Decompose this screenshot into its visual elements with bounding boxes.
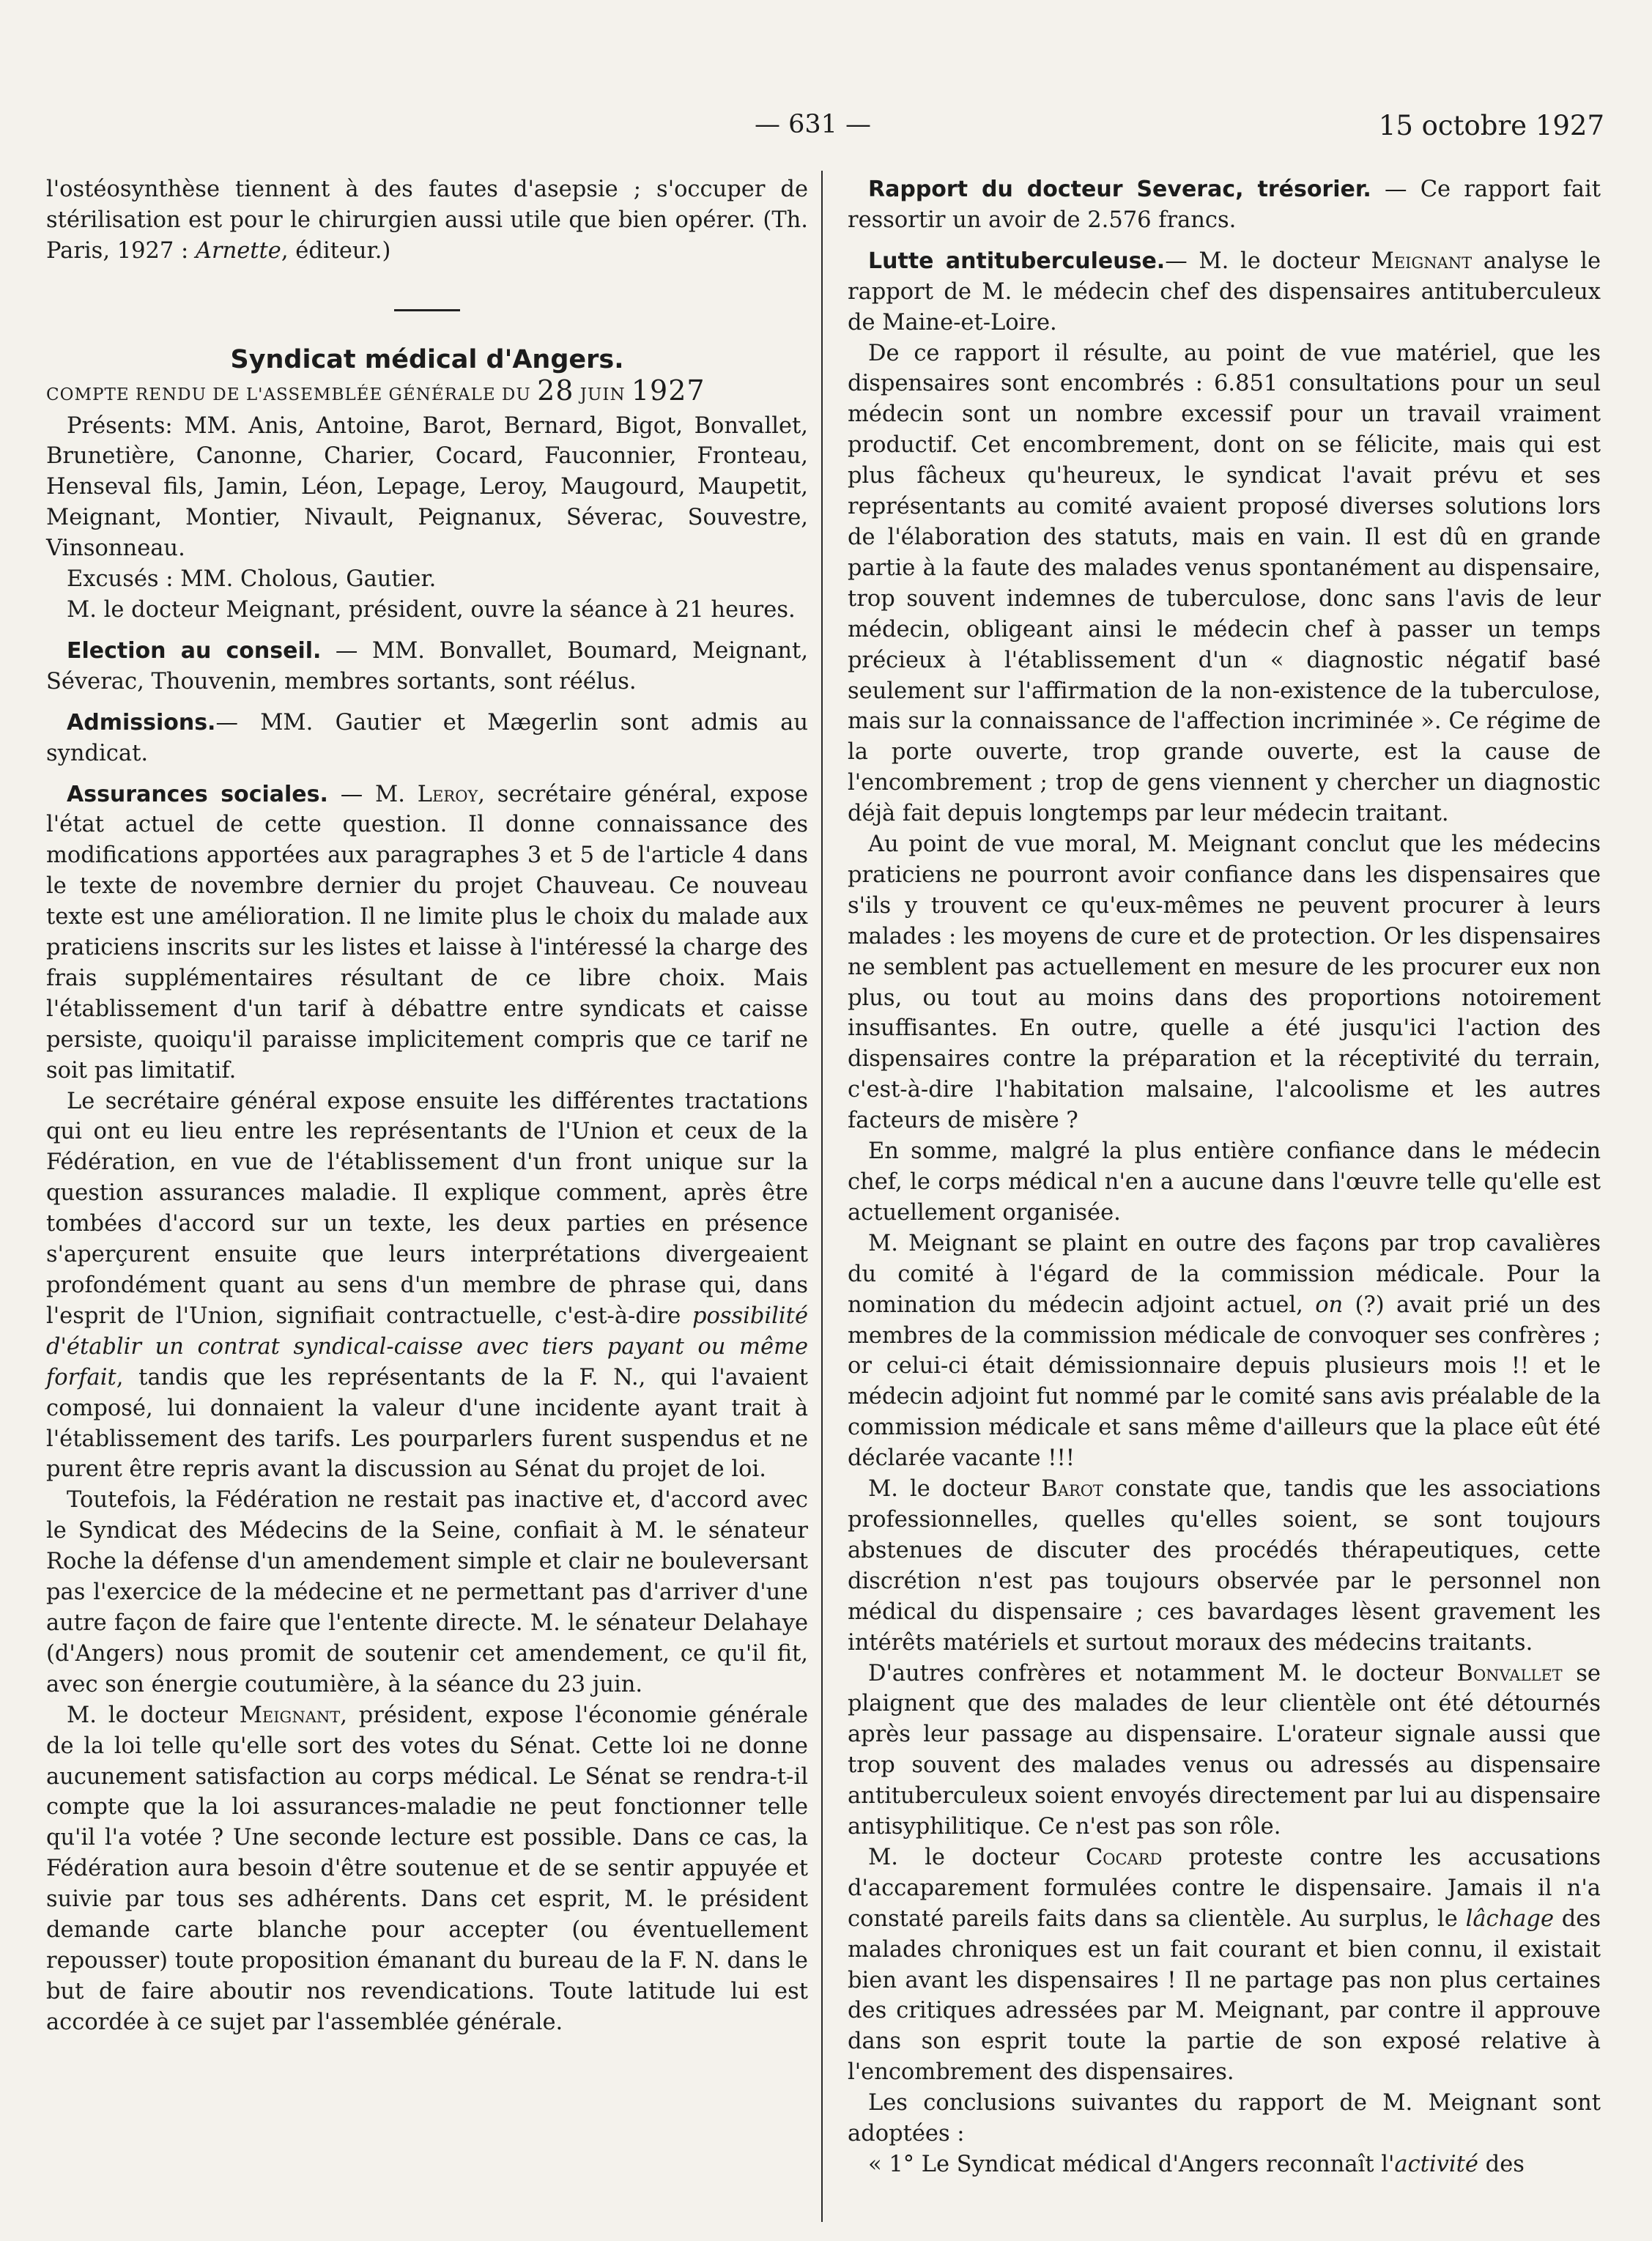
plaint-paragraph bbox=[848, 1229, 1601, 1474]
cocard-paragraph bbox=[848, 1842, 1601, 2088]
barot-text: constate que, tandis que les associations professionnelles, quelles qu'elles soient, se sont toujours abstenues de discuter des procédés thérapeutiques, cette discrétion n'est pas toujours observée par le personnel non médical du dispensaire ; ces bavardages lèsent gravement les intérêts matériels et surtout moraux des médecins traitants. bbox=[848, 1476, 1601, 1656]
plaint-italic: on bbox=[1315, 1292, 1344, 1318]
subtitle-month: JUIN bbox=[574, 385, 631, 404]
right-column bbox=[848, 174, 1601, 2180]
presents-paragraph: Présents: MM. Anis, Antoine, Barot, Bernard, Bigot, Bonvallet, Brunetière, Canonne, Charier, Cocard, Fauconnier, Fronteau, Henseval fils, Jamin, Léon, Lepage, Leroy, Maugourd, Maupetit, Meignant, Montier, Nivault, Peignanux, Séverac, Souvestre, Vinsonneau. bbox=[46, 412, 808, 562]
assurances-paragraph bbox=[46, 779, 808, 1086]
secretaire-paragraph bbox=[46, 1086, 808, 1486]
left-column bbox=[46, 174, 808, 2038]
plaint-text-a: M. Meignant se plaint en outre des façons par trop cavalières du comité à l'égard de la commission médicale. Pour la nomination du médecin adjoint actuel, bbox=[848, 1230, 1601, 1318]
barot-paragraph bbox=[848, 1474, 1601, 1658]
page-number: — 631 — bbox=[755, 110, 872, 139]
subtitle-text: COMPTE RENDU DE L'ASSEMBLÉE GÉNÉRALE DU bbox=[46, 385, 538, 404]
toutefois-paragraph: Toutefois, la Fédération ne restait pas inactive et, d'accord avec le Syndicat des Médecins de la Seine, confiait à M. le sénateur Roche la défense d'un amendement simple et clair ne bouleversant pas l'exercice de la médecine et ne permettant pas d'arriver d'une autre façon de faire que l'entente directe. M. le sénateur Delahaye (d'Angers) nous promit de soutenir cet amendement, ce qu'il fit, avec son énergie coutumière, à la séance du 23 juin. bbox=[46, 1487, 808, 1697]
cocard-italic: lâchage bbox=[1465, 1905, 1554, 1932]
assurances-text: , secrétaire général, expose l'état actuel de cette question. Il donne connaissance des modifications apportées aux paragraphes 3 et 5 de l'article 4 dans le texte de novembre dernier du projet Chauveau. Ce nouveau texte est une amélioration. Il ne limite plus le choix du malade aux praticiens inscrits sur les listes et laisse à l'intéressé la charge des frais supplémentaires résultant de ce libre choix. Mais l'établissement d'un tarif à débattre entre syndicats et caisse persiste, quoiqu'il paraisse implicitement compris que ce tarif ne soit pas limitatif. bbox=[46, 781, 808, 1084]
cocard-text-b: proteste contre les accusations d'accaparement formulées contre le dispensaire. Jamais il n'a constaté pareils faits dans sa clientèle. Au surplus, le bbox=[848, 1844, 1601, 1932]
intro-publisher: Arnette bbox=[196, 237, 281, 264]
lutte-name: Meignant bbox=[1371, 248, 1473, 274]
intro-text: l'ostéosynthèse tiennent à des fautes d'asepsie ; s'occuper de stérilisation est pour le chirurgien aussi utile que bien opérer. (Th. Paris, 1927 : bbox=[46, 177, 808, 264]
bonvallet-prefix: D'autres confrères et notamment M. le docteur bbox=[868, 1660, 1457, 1686]
intro-end: , éditeur.) bbox=[281, 237, 391, 264]
subtitle-year: 1927 bbox=[631, 374, 705, 407]
secretaire-italic: possibilité d'établir un contrat syndical-caisse avec tiers payant ou même forfait bbox=[46, 1303, 808, 1390]
excuses-paragraph: Excusés : MM. Cholous, Gautier. bbox=[67, 566, 437, 593]
secretaire-text-b: , tandis que les représentants de la F. N., qui l'avaient composé, lui donnaient la valeur d'une incidente ayant trait à l'établissement des tarifs. Les pourparlers furent suspendus et ne purent être repris avant la discussion au Sénat du projet de loi. bbox=[46, 1364, 808, 1483]
assurances-prefix: — M. bbox=[327, 781, 418, 807]
lutte-paragraph bbox=[848, 246, 1601, 338]
first-conclusion-italic: activité bbox=[1394, 2152, 1478, 2177]
meignant-prefix: M. le docteur bbox=[67, 1702, 240, 1728]
assurances-heading: Assurances sociales. bbox=[67, 781, 328, 807]
first-conclusion bbox=[848, 2149, 1601, 2180]
lutte-heading: Lutte antituberculeuse. bbox=[868, 248, 1166, 274]
election-heading: Election au conseil. bbox=[67, 637, 322, 664]
meignant-text: , président, expose l'économie générale de la loi telle qu'elle sort des votes du Sénat. Cette loi ne donne aucunement satisfaction au corps médical. Le Sénat se rendra-t-il compte que la loi assurances-maladie ne peut fonctionner telle qu'il l'a votée ? Une seconde lecture est possible. Dans ce cas, la Fédération aura besoin d'être soutenue et de se sentir appuyée et suivie par tous ses adhérents. Dans cet esprit, M. le président demande carte blanche pour accepter (ou éventuellement repousser) toute proposition émanant du bureau de la F. N. dans le but de faire aboutir nos revendications. Toute latitude lui est accordée à ce sujet par l'assemblée générale. bbox=[46, 1702, 808, 2035]
bonvallet-paragraph bbox=[848, 1659, 1601, 1842]
page-header bbox=[0, 110, 1652, 154]
first-conclusion-end: des bbox=[1478, 2152, 1525, 2177]
rapport-text: — Ce rapport fait ressortir un avoir de 2.576 francs. bbox=[848, 177, 1601, 233]
barot-prefix: M. le docteur bbox=[868, 1476, 1042, 1503]
materiel-paragraph: De ce rapport il résulte, au point de vue matériel, que les dispensaires sont encombrés : 6.851 consultations pour un seul médecin sont un nombre excessif pour un travail vraiment productif. Cet encombrement, dont on se félicite, mais qui est plus fâcheux qu'heureux, le syndicat l'avait prévu et ses représentants au comité avaient proposé diverses solutions lors de l'élaboration des statuts, mais en vain. Il est dû en grande partie à la faute des malades venus spontanément au dispensaire, trop souvent indemnes de tuberculose, donc sans l'avis de leur médecin, obligeant ainsi le médecin chef à passer un temps précieux à l'établissement d'un « diagnostic négatif basé seulement sur l'affirmation de la non-existence de la tuberculose, mais sur la connaissance de l'affection incriminée ». Ce régime de la porte ouverte, trop grande ouverte, est la cause de l'encombrement ; trop de gens viennent y chercher un diagnostic déjà fait depuis longtemps par leur médecin traitant. bbox=[848, 340, 1601, 827]
barot-name: Barot bbox=[1041, 1476, 1104, 1503]
lutte-text: analyse le rapport de M. le médecin chef des dispensaires antituberculeux de Maine-et-Loire. bbox=[848, 248, 1601, 336]
bonvallet-text: se plaignent que des malades de leur clientèle ont été détournés après leur passage au dispensaire. L'orateur signale aussi que trop souvent des malades venus ou adressés au dispensaire antituberculeux soient envoyés directement par lui au dispensaire antisyphilitique. Ce n'est pas son rôle. bbox=[848, 1660, 1601, 1840]
assurances-name: Leroy bbox=[417, 781, 478, 807]
cocard-name: Cocard bbox=[1085, 1844, 1163, 1870]
secretaire-text-a: Le secrétaire général expose ensuite les différentes tractations qui ont eu lieu entre les représentants de l'Union et ceux de la Fédération, en vue de l'établissement d'un front unique sur la question assurances maladie. Il explique comment, après être tombées d'accord sur un texte, les deux parties en présence s'aperçurent ensuite que leurs interprétations divergeaient profondément quant au sens d'un membre de phrase qui, dans l'esprit de l'Union, signifiait contractuelle, c'est-à-dire bbox=[46, 1088, 808, 1329]
plaint-text-b: (?) avait prié un des membres de la commission médicale de convoquer ses confrères ; or celui-ci était démissionnaire depuis plusieurs mois !! et le médecin adjoint fut nommé par le comité sans avis préalable de la commission médicale et sans même d'ailleurs que la place eût été déclarée vacante !!! bbox=[848, 1292, 1601, 1472]
section-rule bbox=[394, 309, 460, 311]
issue-date: 15 octobre 1927 bbox=[1378, 110, 1604, 141]
election-text: — MM. Bonvallet, Boumard, Meignant, Séverac, Thouvenin, membres sortants, sont réélus. bbox=[46, 637, 809, 694]
rapport-heading: Rapport du docteur Severac, trésorier. bbox=[868, 177, 1371, 202]
admissions-text: — MM. Gautier et Mægerlin sont admis au syndicat. bbox=[46, 709, 808, 766]
admissions-heading: Admissions. bbox=[67, 709, 216, 736]
intro-paragraph bbox=[46, 174, 808, 267]
rapport-paragraph bbox=[848, 174, 1601, 236]
cocard-prefix: M. le docteur bbox=[868, 1844, 1086, 1870]
admissions-paragraph bbox=[46, 708, 808, 769]
article-title: Syndicat médical d'Angers. bbox=[230, 344, 624, 374]
meignant-paragraph bbox=[46, 1700, 808, 2038]
article-subtitle bbox=[46, 376, 808, 411]
bonvallet-name: Bonvallet bbox=[1456, 1660, 1563, 1686]
lutte-prefix: — M. le docteur bbox=[1165, 248, 1371, 274]
cocard-text-c: des malades chroniques est un fait courant et bien connu, il existait bien avant les dispensaires ! Il ne partage pas non plus certaines des critiques adressées par M. Meignant, par contre il approuve dans son esprit toute la partie de son exposé relative à l'encombrement des dispensaires. bbox=[848, 1905, 1601, 2086]
column-divider bbox=[821, 171, 823, 2222]
election-paragraph bbox=[46, 636, 808, 697]
meignant-name: Meignant bbox=[239, 1702, 341, 1728]
somme-paragraph: En somme, malgré la plus entière confiance dans le médecin chef, le corps médical n'en a aucune dans l'œuvre telle qu'elle est actuellement organisée. bbox=[848, 1138, 1601, 1226]
conclusions-paragraph: Les conclusions suivantes du rapport de M. Meignant sont adoptées : bbox=[848, 2090, 1601, 2147]
subtitle-day: 28 bbox=[537, 374, 574, 407]
first-conclusion-text: « 1° Le Syndicat médical d'Angers reconnaît l' bbox=[868, 2152, 1395, 2177]
moral-paragraph: Au point de vue moral, M. Meignant conclut que les médecins praticiens ne pourront avoir confiance dans les dispensaires que s'ils y trouvent ce qu'eux-mêmes ne peuvent procurer à leurs malades : les moyens de cure et de protection. Or les dispensaires ne semblent pas actuellement en mesure de les procurer eux non plus, ou tout au moins dans des proportions notoirement insuffisantes. En outre, quelle a été jusqu'ici l'action des dispensaires contre la préparation et la réceptivité du terrain, c'est-à-dire l'habitation malsaine, l'alcoolisme et les autres facteurs de misère ? bbox=[848, 831, 1601, 1134]
opening-paragraph: M. le docteur Meignant, président, ouvre la séance à 21 heures. bbox=[67, 596, 796, 623]
